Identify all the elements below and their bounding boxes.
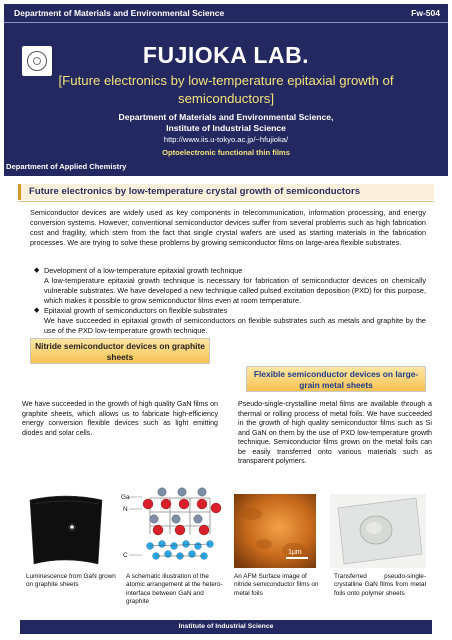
caption-transferred-films: Transferred pseudo-single-crystalline GaN films from metal foils onto polymer sheets <box>334 573 426 597</box>
luminescence-photo <box>26 494 110 568</box>
polymer-sheet-photo <box>330 494 426 568</box>
atom-label-n: N <box>123 506 128 513</box>
caption-atomic-arrangement: A schematic illustration of the atomic arrangement at the hetero-interface between GaN and graphite <box>126 573 223 606</box>
afm-surface-image <box>234 494 316 568</box>
caption-luminescence: Luminescence from GaN grown on graphite sheets <box>26 573 116 589</box>
bullet-title: Development of a low-temperature epitaxial growth technique <box>44 266 243 275</box>
department-line-2: Institute of Industrial Science <box>166 123 286 133</box>
lab-subtitle: [Future electronics by low-temperature epitaxial growth of semiconductors] <box>58 73 394 106</box>
section-divider <box>18 201 434 202</box>
graphite-box-title: Nitride semiconductor devices on graphite sheets <box>30 338 210 364</box>
section-heading-bar <box>18 184 434 200</box>
atom-label-ga: Ga <box>121 494 130 501</box>
sub-department: Department of Applied Chemistry <box>6 162 127 171</box>
graphite-paragraph: We have succeeded in the growth of high quality GaN films on graphite sheets, which allows us to fabricate high-efficiency energy conversion flexible devices such as light emitting diodes and solar cells. <box>22 400 218 437</box>
research-topic: Optoelectronic functional thin films <box>162 148 290 157</box>
footer-bar: Institute of Industrial Science <box>20 620 432 634</box>
diamond-bullet-icon: ◆ <box>34 307 40 314</box>
diamond-bullet-icon: ◆ <box>34 267 40 274</box>
header-department: Department of Materials and Environmental Science <box>14 8 225 18</box>
atomic-arrangement-illustration <box>120 484 230 570</box>
atom-label-c: C <box>123 552 128 559</box>
poster-code: Fw-504 <box>411 8 440 18</box>
caption-afm-image: An AFM Surface image of nitride semiconductor films on metal foils <box>234 573 319 597</box>
bullet-title: Epitaxial growth of semiconductors on flexible substrates <box>44 306 228 315</box>
bullet-body: We have succeeded in epitaxial growth of semiconductors on flexible substrates such as metals and graphite by the use of the PXD low-temperature growth technique. <box>44 316 426 335</box>
bullet-body: A low-temperature epitaxial growth technique is necessary for fabrication of semiconductor devices on chemically vulnerable substrates. We have developed a new technique called pulsed excitation deposition (PXD) for this purpose, which makes it possible to grow semiconductor films even at room temperature. <box>44 276 426 305</box>
afm-scale-label: 1μm <box>288 549 302 556</box>
metal-box-title: Flexible semiconductor devices on large-grain metal sheets <box>246 366 426 392</box>
department-line-1: Department of Materials and Environmental Science, <box>118 112 334 122</box>
lab-url: http://www.iis.u-tokyo.ac.jp/~hfujioka/ <box>163 135 289 144</box>
header-divider <box>4 22 448 23</box>
bullet-item <box>34 266 426 276</box>
intro-paragraph: Semiconductor devices are widely used as key components in telecommunication, information processing, and energy conversion systems. However, conventional semiconductor devices suffer from several problems such as high fabrication cost and fragility, which stem from the fact that single crystal wafers are used as starting materials in the fabrication processes. We are trying to solve these problems by growing semiconductor films on large-area flexible substrates. <box>30 208 426 247</box>
section-heading: Future electronics by low-temperature crystal growth of semiconductors <box>29 186 361 197</box>
bullet-item <box>34 306 426 316</box>
lab-title: FUJIOKA LAB. <box>142 42 310 68</box>
bullet-list <box>34 266 426 336</box>
metal-paragraph: Pseudo-single-crystalline metal films are available through a thermal or rolling process of metal foils. We have succeeded in the growth of high quality semiconductor films such as Si and GaN on them by the use of PXD low-temperature growth technique. Semiconductor films grown on the metal foils can be easily transferred onto various materials such as transparent polymers. <box>238 400 432 465</box>
